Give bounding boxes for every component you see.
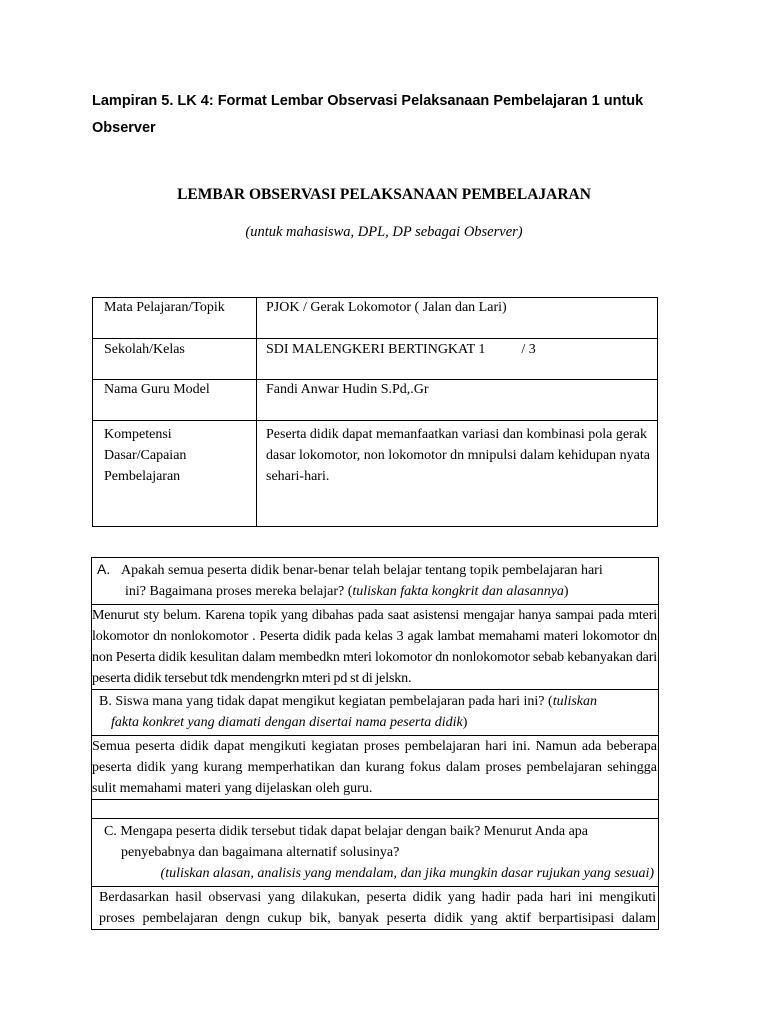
competency-label-line: Dasar/Capaian <box>104 448 187 463</box>
subject-label: Mata Pelajaran/Topik <box>93 298 257 339</box>
info-table <box>92 297 658 527</box>
answer-c-line1: Berdasarkan hasil observasi yang dilakukan, peserta didik yang hadir pada hari ini mengikuti <box>99 890 656 905</box>
question-a-hint: tuliskan fakta kongkrit dan alasannya <box>352 584 564 599</box>
question-b-close: ) <box>462 715 468 730</box>
question-c-hint: (tuliskan alasan, analisis yang mendalam, dan jika mungkin dasar rujukan yang sesuai) <box>160 866 654 881</box>
competency-label-line: Kompetensi <box>104 427 172 442</box>
answer-c-line2: proses pembelajaran dengn cukup bik, banyak peserta didik yang aktif berpartisipasi dalam <box>99 911 656 926</box>
question-c-line2: penyebabnya dan bagaimana alternatif solusinya? <box>121 845 400 860</box>
document-subtitle: (untuk mahasiswa, DPL, DP sebagai Observer) <box>245 224 523 240</box>
question-a-close: ) <box>563 584 569 599</box>
answer-a: Menurut sty belum. Karena topik yang dibahas pada saat asistensi mengajar hanya sampai pada mteri lokomotor dn nonlokomotor . Peserta didik pada kelas 3 agak lambat memahami materi lokomotor dn non Peserta didik kesulitan dalam membedkn mteri lokomotor dn nonlokomotor sebab kebanyakan dari peserta didik tersebut tdk mendengrkn mteri pd st di jelskn. <box>92 604 658 689</box>
school-value: SDI MALENGKERI BERTINGKAT 1 <box>266 342 486 357</box>
question-b-line1: B. Siswa mana yang tidak dapat mengikut kegiatan pembelajaran pada hari ini? ( <box>99 694 553 709</box>
question-a-letter: A. <box>97 561 111 577</box>
teacher-label: Nama Guru Model <box>93 380 257 421</box>
class-value: / 3 <box>521 342 536 357</box>
info-row-competency <box>93 421 658 527</box>
school-value-cell <box>257 339 658 380</box>
question-a <box>92 558 658 604</box>
competency-label <box>93 421 257 527</box>
question-c <box>92 818 658 886</box>
subject-value: PJOK / Gerak Lokomotor ( Jalan dan Lari) <box>257 298 658 339</box>
info-row-teacher <box>93 380 658 421</box>
question-b-hint-1: tuliskan <box>552 694 598 709</box>
question-a-line1: Apakah semua peserta didik benar-benar telah belajar tentang topik pembelajaran hari <box>121 563 603 578</box>
question-b <box>92 689 658 735</box>
question-b-hint-2: fakta konkret yang diamati dengan disertai nama peserta didik <box>111 715 463 730</box>
empty-row <box>92 799 658 818</box>
observation-table <box>91 557 659 930</box>
document-title: LEMBAR OBSERVASI PELAKSANAAN PEMBELAJARAN <box>177 186 591 203</box>
answer-b: Semua peserta didik dapat mengikuti kegiatan proses pembelajaran hari ini. Namun ada beberapa peserta didik yang kurang memperhatikan dan kurang fokus dalam proses pembelajaran sehingga sulit memahami materi yang dijelaskan oleh guru. <box>92 735 658 799</box>
school-label: Sekolah/Kelas <box>93 339 257 380</box>
competency-label-line: Pembelajaran <box>104 469 181 484</box>
question-a-line2: ini? Bagaimana proses mereka belajar? ( <box>125 584 353 599</box>
answer-c <box>92 886 658 929</box>
question-c-line1: C. Mengapa peserta didik tersebut tidak dapat belajar dengan baik? Menurut Anda apa <box>104 824 588 839</box>
info-row-school <box>93 339 658 380</box>
teacher-value: Fandi Anwar Hudin S.Pd,.Gr <box>257 380 658 421</box>
competency-value: Peserta didik dapat memanfaatkan variasi dan kombinasi pola gerak dasar lokomotor, non lokomotor dn mnipulsi dalam kehidupan nyata sehari-hari. <box>257 421 658 527</box>
info-row-subject <box>93 298 658 339</box>
appendix-title: Lampiran 5. LK 4: Format Lembar Observasi Pelaksanaan Pembelajaran 1 untuk Observer <box>92 93 644 136</box>
